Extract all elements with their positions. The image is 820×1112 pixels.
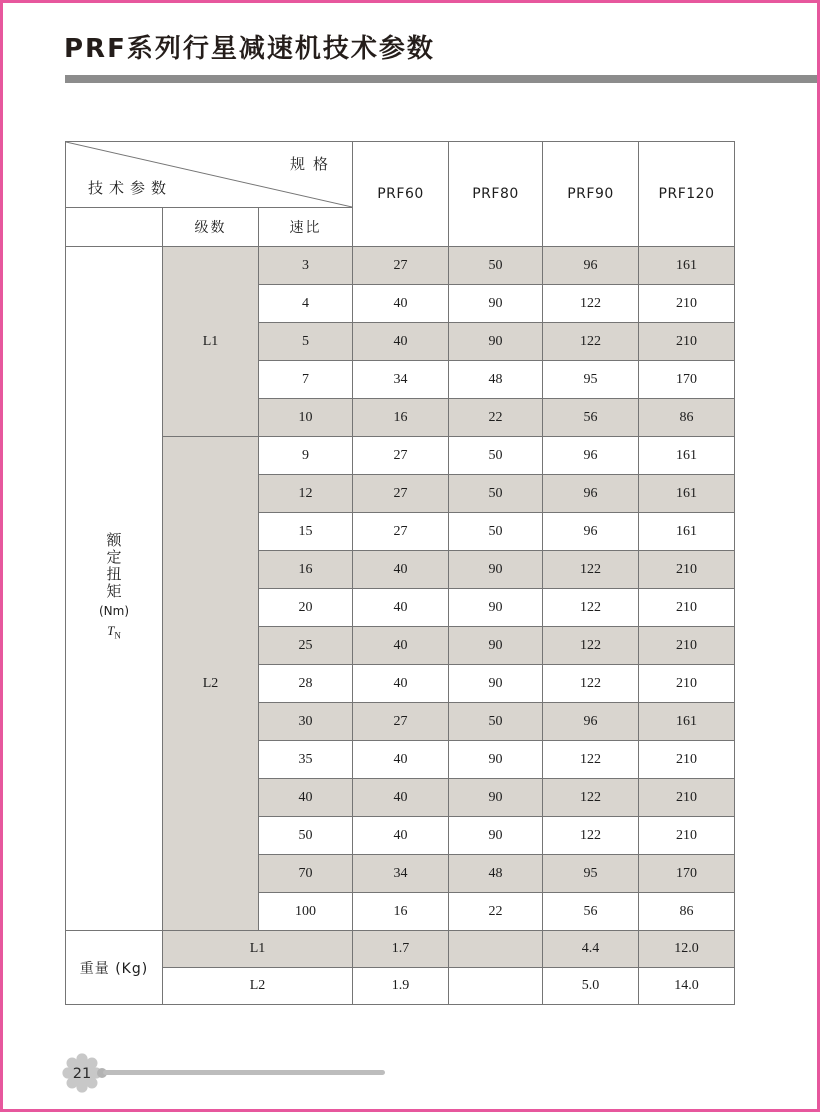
value-cell: 96 [543, 475, 639, 513]
value-cell: 90 [449, 665, 543, 703]
value-cell: 22 [449, 399, 543, 437]
value-cell: 90 [449, 817, 543, 855]
value-cell: 86 [639, 893, 735, 931]
value-cell: 40 [353, 817, 449, 855]
value-cell: 210 [639, 741, 735, 779]
value-cell: 90 [449, 589, 543, 627]
ratio-cell: 16 [259, 551, 353, 589]
value-cell: 122 [543, 551, 639, 589]
value-cell: 40 [353, 551, 449, 589]
weight-label-cell: 重量 (Kg) [66, 931, 163, 1005]
value-cell: 210 [639, 323, 735, 361]
value-cell: 210 [639, 627, 735, 665]
torque-label-char: 额 [106, 531, 122, 550]
sub-header-ratio: 速比 [259, 208, 353, 247]
value-cell: 5.0 [543, 968, 639, 1005]
footer-decorative-line [103, 1070, 385, 1075]
ratio-cell: 50 [259, 817, 353, 855]
value-cell: 14.0 [639, 968, 735, 1005]
value-cell: 170 [639, 361, 735, 399]
torque-label [66, 532, 162, 645]
value-cell: 210 [639, 779, 735, 817]
value-cell: 90 [449, 551, 543, 589]
torque-label-char: 扭 [106, 565, 122, 584]
value-cell: 27 [353, 703, 449, 741]
value-cell: 161 [639, 703, 735, 741]
torque-symbol-sub: N [114, 630, 121, 641]
value-cell: 122 [543, 323, 639, 361]
value-cell: 27 [353, 475, 449, 513]
table-body [66, 247, 735, 1005]
ratio-cell: 7 [259, 361, 353, 399]
value-cell: 161 [639, 437, 735, 475]
value-cell: 48 [449, 361, 543, 399]
value-cell: 40 [353, 323, 449, 361]
stage-cell: L1 [163, 247, 259, 437]
ratio-cell: 25 [259, 627, 353, 665]
value-cell: 56 [543, 893, 639, 931]
value-cell: 27 [353, 247, 449, 285]
weight-stage-cell: L2 [163, 968, 353, 1005]
ratio-cell: 100 [259, 893, 353, 931]
value-cell: 161 [639, 247, 735, 285]
value-cell: 40 [353, 665, 449, 703]
ratio-cell: 28 [259, 665, 353, 703]
value-cell: 90 [449, 627, 543, 665]
torque-symbol [107, 622, 121, 645]
value-cell: 40 [353, 741, 449, 779]
torque-label-char: 定 [106, 548, 122, 567]
value-cell: 50 [449, 513, 543, 551]
value-cell: 96 [543, 703, 639, 741]
value-cell: 122 [543, 285, 639, 323]
ratio-cell: 3 [259, 247, 353, 285]
data-row [66, 437, 735, 475]
value-cell: 50 [449, 437, 543, 475]
page-title: PRF系列行星减速机技术参数 [64, 34, 435, 64]
corner-cell [66, 142, 353, 208]
header-row-spec [66, 142, 735, 208]
value-cell: 95 [543, 361, 639, 399]
ratio-cell: 40 [259, 779, 353, 817]
value-cell: 122 [543, 741, 639, 779]
value-cell: 122 [543, 817, 639, 855]
value-cell: 48 [449, 855, 543, 893]
empty-header-cell [66, 208, 163, 247]
value-cell: 4.4 [543, 931, 639, 968]
value-cell: 22 [449, 893, 543, 931]
value-cell: 90 [449, 285, 543, 323]
value-cell: 16 [353, 893, 449, 931]
value-cell: 90 [449, 779, 543, 817]
value-cell: 122 [543, 627, 639, 665]
value-cell: 86 [639, 399, 735, 437]
value-cell: 50 [449, 247, 543, 285]
torque-label-unit: (Nm) [98, 604, 130, 619]
value-cell: 210 [639, 665, 735, 703]
torque-symbol-base: T [107, 623, 115, 639]
value-cell: 1.9 [353, 968, 449, 1005]
value-cell: 96 [543, 437, 639, 475]
value-cell: 40 [353, 589, 449, 627]
value-cell: 96 [543, 247, 639, 285]
value-cell: 90 [449, 323, 543, 361]
torque-label-char: 矩 [106, 582, 122, 601]
value-cell: 27 [353, 437, 449, 475]
corner-label-spec: 规格 [290, 155, 337, 173]
column-header-prf80: PRF80 [449, 142, 543, 247]
value-cell: 95 [543, 855, 639, 893]
value-cell: 210 [639, 551, 735, 589]
value-cell: 50 [449, 703, 543, 741]
weight-stage-cell: L1 [163, 931, 353, 968]
value-cell [449, 968, 543, 1005]
ratio-cell: 20 [259, 589, 353, 627]
value-cell: 122 [543, 589, 639, 627]
sub-header-stage: 级数 [163, 208, 259, 247]
page-number: 21 [72, 1066, 92, 1082]
column-header-prf120: PRF120 [639, 142, 735, 247]
ratio-cell: 10 [259, 399, 353, 437]
ratio-cell: 70 [259, 855, 353, 893]
column-header-prf60: PRF60 [353, 142, 449, 247]
value-cell: 40 [353, 627, 449, 665]
stage-cell: L2 [163, 437, 259, 931]
ratio-cell: 15 [259, 513, 353, 551]
ratio-cell: 35 [259, 741, 353, 779]
ratio-cell: 12 [259, 475, 353, 513]
torque-label-cell [66, 247, 163, 931]
value-cell: 34 [353, 361, 449, 399]
ratio-cell: 9 [259, 437, 353, 475]
value-cell: 122 [543, 665, 639, 703]
ratio-cell: 4 [259, 285, 353, 323]
value-cell: 210 [639, 817, 735, 855]
column-header-prf90: PRF90 [543, 142, 639, 247]
title-underline-rule [65, 75, 817, 83]
value-cell: 40 [353, 779, 449, 817]
value-cell: 210 [639, 589, 735, 627]
corner-label-parameters: 技术参数 [88, 179, 173, 197]
value-cell: 12.0 [639, 931, 735, 968]
value-cell: 56 [543, 399, 639, 437]
value-cell: 161 [639, 513, 735, 551]
value-cell: 34 [353, 855, 449, 893]
weight-row [66, 931, 735, 968]
spec-table [65, 141, 735, 1005]
value-cell: 50 [449, 475, 543, 513]
value-cell: 90 [449, 741, 543, 779]
value-cell: 27 [353, 513, 449, 551]
value-cell: 1.7 [353, 931, 449, 968]
ratio-cell: 5 [259, 323, 353, 361]
value-cell: 170 [639, 855, 735, 893]
value-cell [449, 931, 543, 968]
weight-row [66, 968, 735, 1005]
data-row [66, 247, 735, 285]
value-cell: 161 [639, 475, 735, 513]
value-cell: 210 [639, 285, 735, 323]
value-cell: 96 [543, 513, 639, 551]
value-cell: 16 [353, 399, 449, 437]
value-cell: 40 [353, 285, 449, 323]
value-cell: 122 [543, 779, 639, 817]
ratio-cell: 30 [259, 703, 353, 741]
